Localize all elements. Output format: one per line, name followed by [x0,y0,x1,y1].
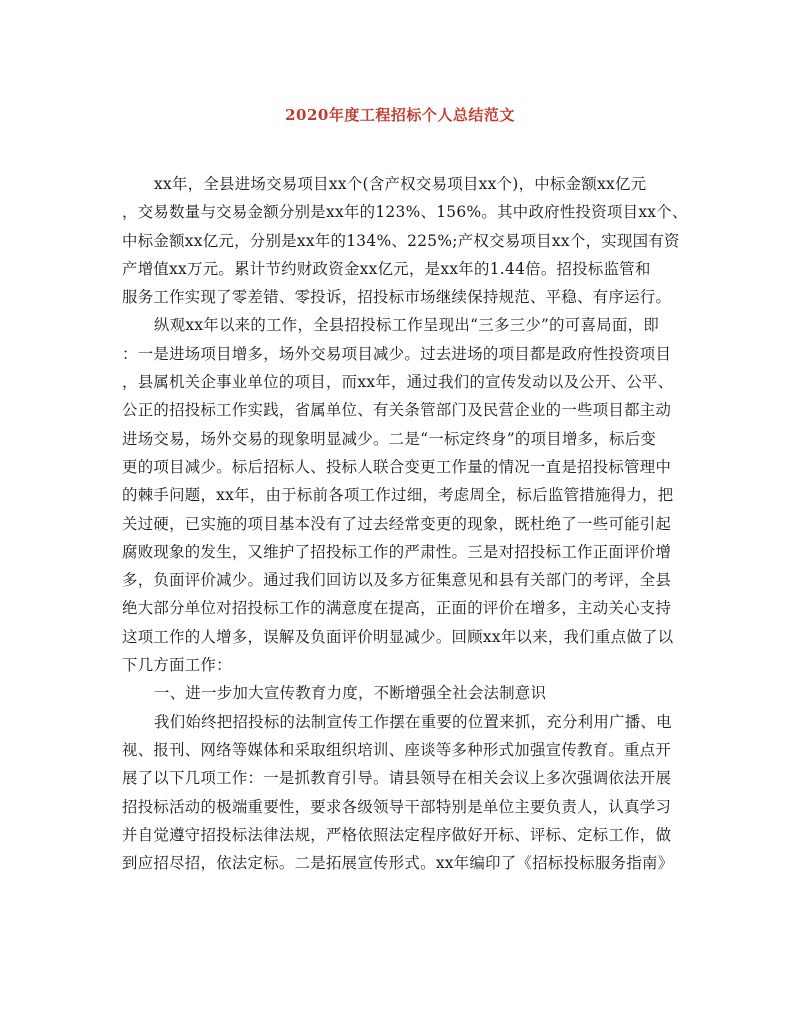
paragraph-2-line-5: 进场交易，场外交易的现象明显减少。二是“一标定终身”的项目增多，标后变 [122,429,657,448]
document-title: 2020年度工程招标个人总结范文 [285,106,515,124]
paragraph-2-line-4: 公正的招投标工作实践，省属单位、有关条管部门及民营企业的一些项目都主动 [122,401,672,420]
document-body [122,170,688,877]
paragraph-2-line-2: ：一是进场项目增多，场外交易项目减少。过去进场的项目都是政府性投资项目 [122,344,672,363]
paragraph-3-line-1: 我们始终把招投标的法制宣传工作摆在重要的位置来抓，充分利用广播、电 [154,712,672,731]
paragraph-2-line-6: 更的项目减少。标后招标人、投标人联合变更工作量的情况一直是招投标管理中 [122,457,672,476]
paragraph-2-line-7: 的棘手问题，xx年，由于标前各项工作过细，考虑周全，标后监管措施得力，把 [122,486,674,505]
paragraph-2-line-11: 绝大部分单位对招投标工作的满意度在提高，正面的评价在增多，主动关心支持 [122,599,672,618]
paragraph-2-line-8: 关过硬，已实施的项目基本没有了过去经常变更的现象，既杜绝了一些可能引起 [122,514,672,533]
paragraph-2-line-13: 下几方面工作： [122,656,232,675]
paragraph-3-line-3: 展了以下几项工作：一是抓教育引导。请县领导在相关会议上多次强调依法开展 [122,769,672,788]
paragraph-2-line-3: ，县属机关企事业单位的项目，而xx年，通过我们的宣传发动以及公开、公平、 [122,373,674,392]
paragraph-1-line-2: ，交易数量与交易金额分别是xx年的123%、156%。其中政府性投资项目xx个、 [122,203,688,222]
paragraph-3-line-6: 到应招尽招，依法定标。二是拓展宣传形式。xx年编印了《招标投标服务指南》 [122,854,674,873]
paragraph-3-line-4: 招投标活动的极端重要性，要求各级领导干部特别是单位主要负责人，认真学习 [122,797,672,816]
paragraph-2-line-9: 腐败现象的发生，又维护了招投标工作的严肃性。三是对招投标工作正面评价增 [122,542,672,561]
paragraph-1-line-5: 服务工作实现了零差错、零投诉，招投标市场继续保持规范、平稳、有序运行。 [122,288,672,307]
paragraph-3-line-5: 并自觉遵守招投标法律法规，严格依照法定程序做好开标、评标、定标工作，做 [122,825,672,844]
paragraph-2-line-10: 多，负面评价减少。通过我们回访以及多方征集意见和县有关部门的考评，全县 [122,571,672,590]
paragraph-2-line-12: 这项工作的人增多，误解及负面评价明显减少。回顾xx年以来，我们重点做了以 [122,627,674,646]
paragraph-1-line-4: 产增值xx万元。累计节约财政资金xx亿元，是xx年的1.44倍。招投标监管和 [122,259,651,278]
paragraph-1-line-1: xx年，全县进场交易项目xx个(含产权交易项目xx个)，中标金额xx亿元 [154,175,647,193]
paragraph-3-line-2: 视、报刊、网络等媒体和采取组织培训、座谈等多种形式加强宣传教育。重点开 [122,740,672,759]
section-heading-1: 一、进一步加大宣传教育力度，不断增强全社会法制意识 [154,684,547,703]
paragraph-2-line-1: 纵观xx年以来的工作，全县招投标工作呈现出“三多三少”的可喜局面，即 [154,316,660,335]
paragraph-1-line-3: 中标金额xx亿元，分别是xx年的134%、225%;产权交易项目xx个，实现国有资 [122,231,680,250]
